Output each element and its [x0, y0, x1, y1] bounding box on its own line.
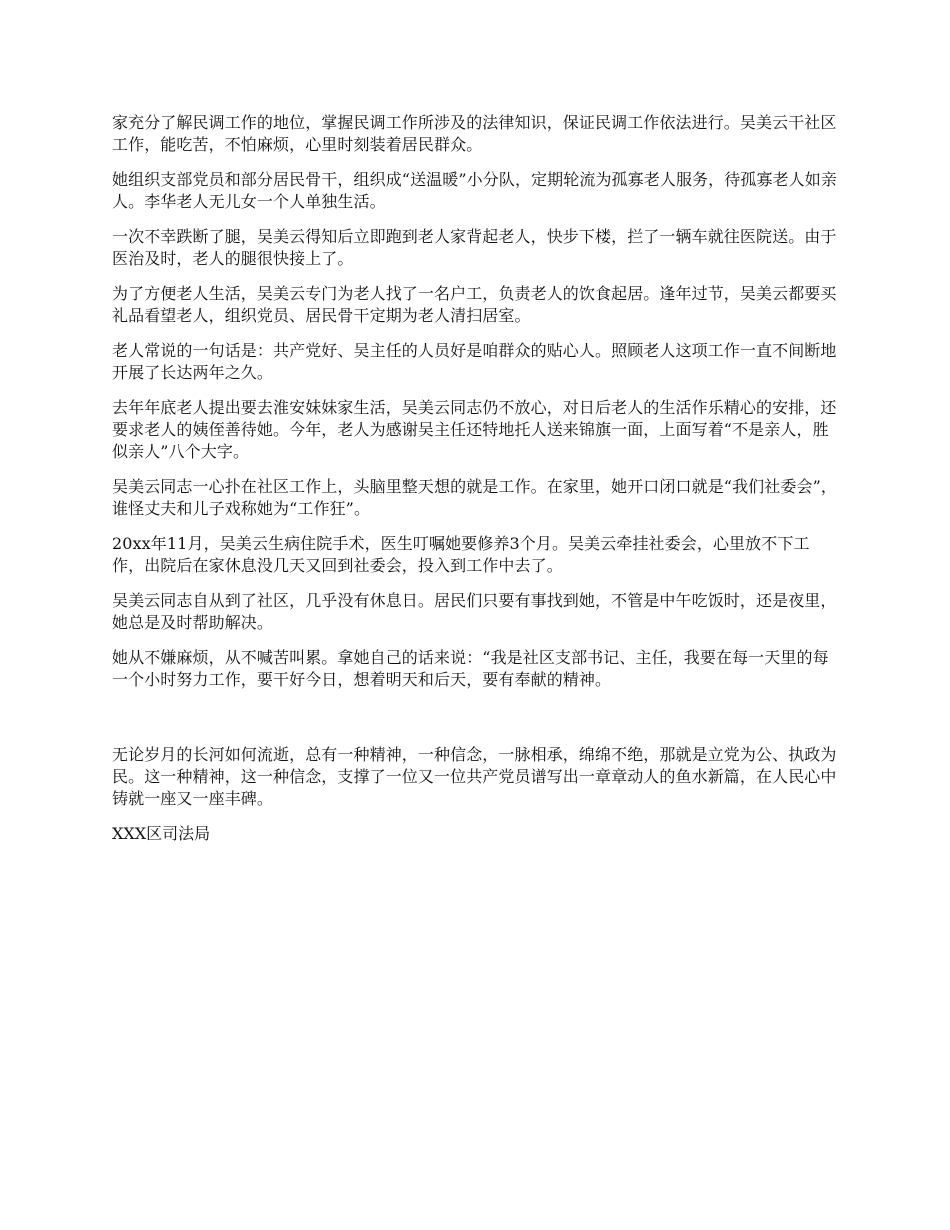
paragraph-6: 去年年底老人提出要去淮安妹妹家生活，吴美云同志仍不放心，对日后老人的生活作乐精心的安排，还要求老人的姨侄善待她。今年，老人为感谢吴主任还特地托人送来锦旗一面，上面写着“不是亲人，胜似亲人”八个大字。 — [112, 398, 837, 461]
paragraph-4: 为了方便老人生活，吴美云专门为老人找了一名户工，负责老人的饮食起居。逢年过节，吴美云都要买礼品看望老人，组织党员、居民骨干定期为老人清扫居室。 — [112, 284, 837, 325]
section-gap — [112, 704, 840, 744]
paragraph-8: 20xx年11月，吴美云生病住院手术，医生叮嘱她要修养3个月。吴美云牵挂社委会，心里放不下工作，出院后在家休息没几天又回到社委会，投入到工作中去了。 — [112, 534, 810, 575]
paragraph-10: 她从不嫌麻烦，从不喊苦叫累。拿她自己的话来说：“我是社区支部书记、主任，我要在每一天里的每一个小时努力工作，要干好今日，想着明天和后天，要有奉献的精神。 — [112, 648, 829, 689]
paragraph-2: 她组织支部党员和部分居民骨干，组织成“送温暖”小分队，定期轮流为孤寡老人服务，待孤寡老人如亲人。李华老人无儿女一个人单独生活。 — [112, 170, 837, 211]
paragraph-9: 吴美云同志自从到了社区，几乎没有休息日。居民们只要有事找到她，不管是中午吃饭时，还是夜里，她总是及时帮助解决。 — [112, 591, 837, 632]
paragraph-3: 一次不幸跌断了腿，吴美云得知后立即跑到老人家背起老人，快步下楼，拦了一辆车就往医院送。由于医治及时，老人的腿很快接上了。 — [112, 227, 837, 268]
signature: XXX区司法局 — [112, 824, 211, 843]
paragraph-7: 吴美云同志一心扑在社区工作上，头脑里整天想的就是工作。在家里，她开口闭口就是“我们社委会”，谁怪丈夫和儿子戏称她为“工作狂”。 — [112, 477, 837, 518]
closing-paragraph: 无论岁月的长河如何流逝，总有一种精神，一种信念，一脉相承，绵绵不绝，那就是立党为公、执政为民。这一种精神，这一种信念，支撑了一位又一位共产党员谱写出一章章动人的鱼水新篇，在人民心中铸就一座又一座丰碑。 — [112, 745, 837, 808]
paragraph-5: 老人常说的一句话是：共产党好、吴主任的人员好是咱群众的贴心人。照顾老人这项工作一直不间断地开展了长达两年之久。 — [112, 341, 837, 382]
paragraph-1: 家充分了解民调工作的地位，掌握民调工作所涉及的法律知识，保证民调工作依法进行。吴美云干社区工作，能吃苦，不怕麻烦，心里时刻装着居民群众。 — [112, 113, 837, 154]
document-body — [112, 112, 840, 845]
